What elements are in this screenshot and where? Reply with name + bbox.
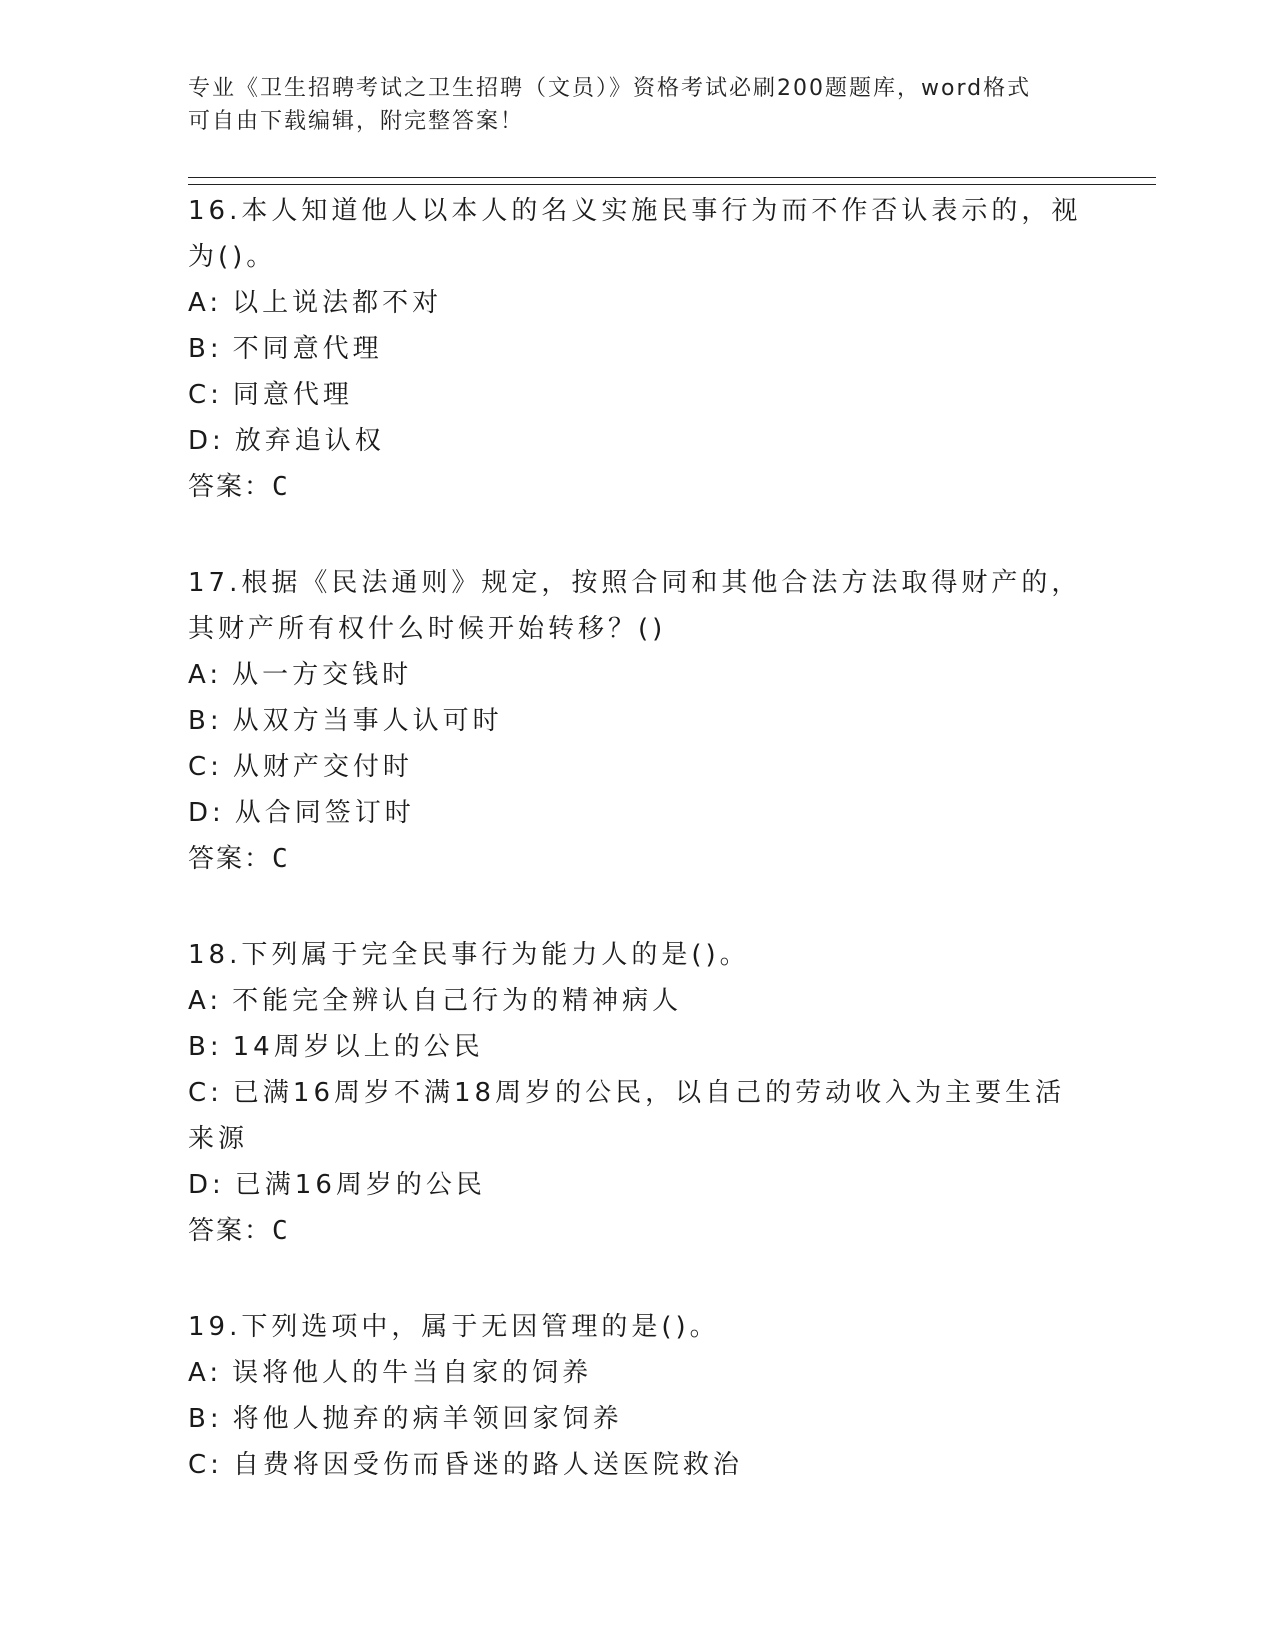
option-text: 14周岁以上的公民	[232, 1032, 484, 1062]
option-key: B:	[188, 1032, 223, 1062]
option-c	[188, 744, 1088, 790]
option-key: B:	[188, 1404, 223, 1434]
option-text: 放弃追认权	[234, 426, 385, 456]
option-text: 不同意代理	[232, 334, 383, 364]
option-a	[188, 280, 1088, 326]
option-key: B:	[188, 334, 223, 364]
header-line-1: 专业《卫生招聘考试之卫生招聘（文员）》资格考试必刷200题题库，word格式	[188, 76, 1032, 101]
question-stem: 16.本人知道他人以本人的名义实施民事行为而不作否认表示的，视为()。	[188, 196, 1082, 272]
question-stem: 19.下列选项中，属于无因管理的是()。	[188, 1312, 720, 1342]
question-stem: 18.下列属于完全民事行为能力人的是()。	[188, 940, 750, 970]
option-key: A:	[188, 288, 223, 318]
answer-value: C	[272, 844, 289, 874]
option-text: 从合同签订时	[234, 798, 415, 828]
option-text: 自费将因受伤而昏迷的路人送医院救治	[232, 1450, 743, 1480]
answer-value: C	[272, 1216, 289, 1246]
option-text: 将他人抛弃的病羊领回家饲养	[232, 1404, 623, 1434]
option-d	[188, 418, 1088, 464]
option-a	[188, 1350, 1088, 1396]
question-18	[188, 932, 1088, 1254]
option-d	[188, 1162, 1088, 1208]
question-19	[188, 1304, 1088, 1488]
answer-label: 答案：	[188, 1216, 273, 1246]
question-list	[188, 188, 1088, 1538]
option-key: C:	[188, 1078, 223, 1108]
answer	[188, 1208, 1088, 1254]
answer-label: 答案：	[188, 844, 273, 874]
question-17	[188, 560, 1088, 882]
option-b	[188, 698, 1088, 744]
option-b	[188, 1396, 1088, 1442]
option-key: D:	[188, 1170, 225, 1200]
option-key: A:	[188, 986, 223, 1016]
option-key: C:	[188, 1450, 223, 1480]
option-c	[188, 1070, 1088, 1162]
option-text: 已满16周岁的公民	[234, 1170, 486, 1200]
option-a	[188, 652, 1088, 698]
option-text: 误将他人的牛当自家的饲养	[232, 1358, 593, 1388]
answer-value: C	[272, 472, 289, 502]
option-text: 从双方当事人认可时	[232, 706, 503, 736]
option-c	[188, 1442, 1088, 1488]
page-header	[188, 72, 1068, 138]
option-a	[188, 978, 1088, 1024]
option-text: 以上说法都不对	[232, 288, 443, 318]
option-c	[188, 372, 1088, 418]
question-16	[188, 188, 1088, 510]
option-text: 从财产交付时	[232, 752, 413, 782]
option-key: A:	[188, 660, 223, 690]
option-key: A:	[188, 1358, 223, 1388]
option-text: 同意代理	[232, 380, 353, 410]
answer	[188, 836, 1088, 882]
question-stem: 17.根据《民法通则》规定，按照合同和其他合法方法取得财产的，其财产所有权什么时候开始转移？()	[188, 568, 1082, 644]
option-b	[188, 326, 1088, 372]
option-key: B:	[188, 706, 223, 736]
option-text: 不能完全辨认自己行为的精神病人	[232, 986, 683, 1016]
answer	[188, 464, 1088, 510]
option-key: D:	[188, 798, 225, 828]
option-b	[188, 1024, 1088, 1070]
header-divider	[188, 177, 1156, 185]
option-text: 从一方交钱时	[232, 660, 413, 690]
option-text: 已满16周岁不满18周岁的公民，以自己的劳动收入为主要生活来源	[188, 1078, 1066, 1154]
answer-label: 答案：	[188, 472, 273, 502]
option-key: C:	[188, 752, 223, 782]
header-line-2: 可自由下载编辑，附完整答案！	[188, 109, 525, 134]
option-key: C:	[188, 380, 223, 410]
option-d	[188, 790, 1088, 836]
option-key: D:	[188, 426, 225, 456]
